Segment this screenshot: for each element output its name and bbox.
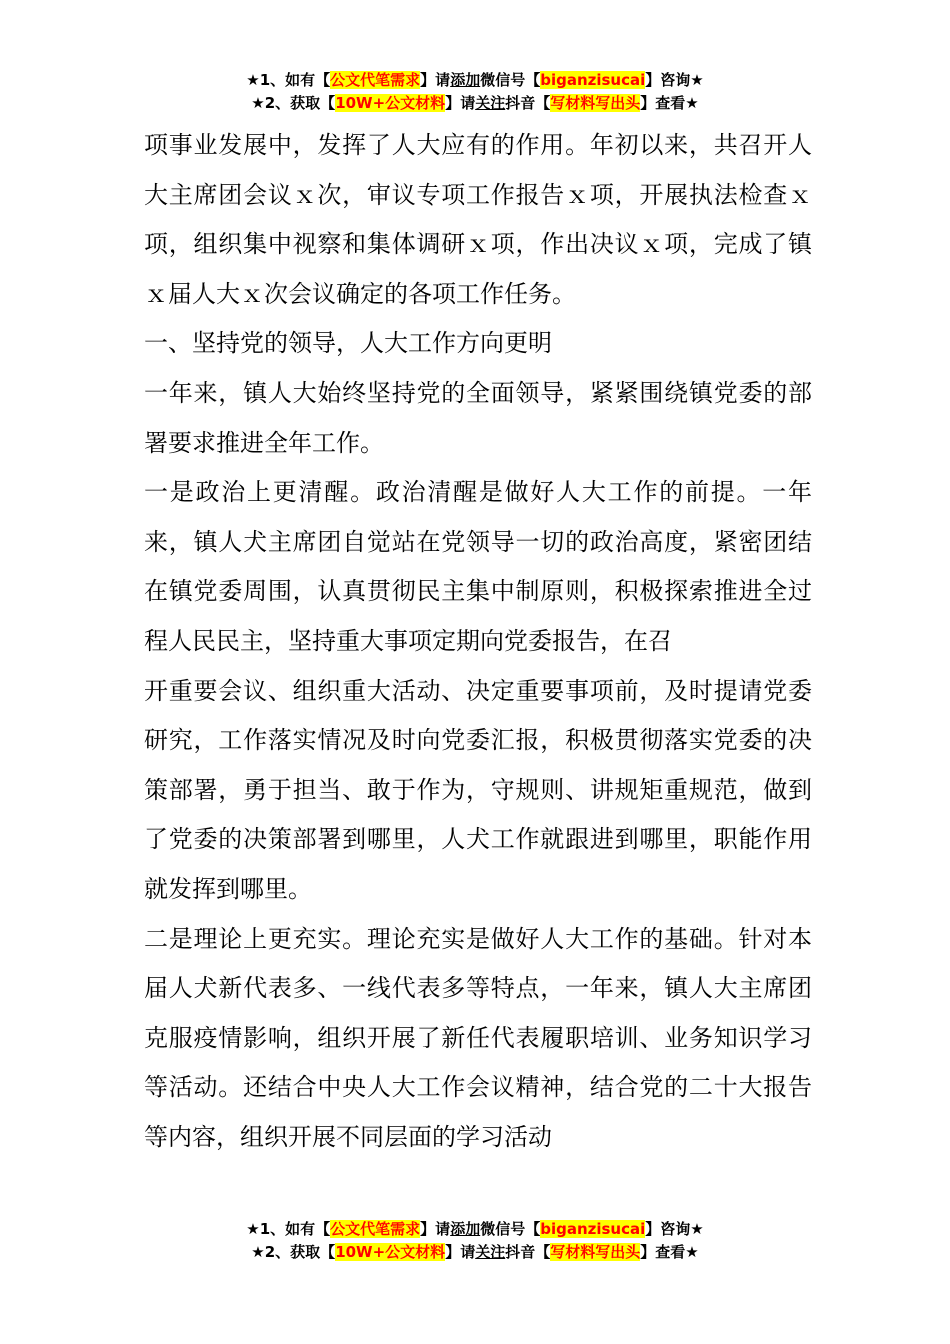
footer-line-2-highlight-douyin: 写材料写出头 [550, 1243, 641, 1261]
header-line-2-mid: 】请 [445, 94, 476, 112]
header-line-1-underline: 添加 [450, 71, 481, 89]
section-heading-1: 一、坚持党的领导，人大工作方向更明 [144, 329, 552, 358]
header-line-1-prefix: ★1、如有【 [246, 71, 331, 89]
footer-line-2-mid: 】请 [445, 1243, 476, 1261]
header-line-2 [0, 92, 950, 115]
header-line-1-suffix: 】咨询★ [645, 71, 704, 89]
footer-line-2-highlight-materials: 10W+公文材料 [335, 1243, 446, 1261]
paragraph-section-intro: 一年来，镇人大始终坚持党的全面领导，紧紧围绕镇党委的部署要求推进全年工作。 [144, 378, 812, 457]
header-line-2-prefix: ★2、获取【 [251, 94, 336, 112]
header-line-1-highlight-service: 公文代笔需求 [330, 71, 421, 89]
header-line-2-suffix: 】查看★ [640, 94, 699, 112]
header-line-1-highlight-wechat: biganzisucai [540, 71, 646, 89]
footer-banner [0, 1218, 950, 1264]
header-line-2-underline: 关注 [475, 94, 506, 112]
header-line-1-mid-2: 微信号【 [480, 71, 541, 89]
footer-line-2-suffix: 】查看★ [640, 1243, 699, 1261]
footer-line-1-prefix: ★1、如有【 [246, 1220, 331, 1238]
header-line-2-highlight-douyin: 写材料写出头 [550, 94, 641, 112]
header-line-2-highlight-materials: 10W+公文材料 [335, 94, 446, 112]
header-banner [0, 69, 950, 115]
footer-line-1 [0, 1218, 950, 1241]
document-body [144, 121, 812, 1162]
header-line-1 [0, 69, 950, 92]
footer-line-1-suffix: 】咨询★ [645, 1220, 704, 1238]
header-line-1-mid: 】请 [420, 71, 451, 89]
footer-line-1-underline: 添加 [450, 1220, 481, 1238]
footer-line-1-mid-2: 微信号【 [480, 1220, 541, 1238]
footer-line-1-mid: 】请 [420, 1220, 451, 1238]
paragraph-political-continued: 开重要会议、组织重大活动、决定重要事项前，及时提请党委研究，工作落实情况及时向党委汇报，积极贯彻落实党委的决策部署，勇于担当、敢于作为，守规则、讲规矩重规范，做到了党委的决策部署到哪里，人犬工作就跟进到哪里，职能作用就发挥到哪里。 [144, 676, 812, 903]
paragraph-intro-continued: 项事业发展中，发挥了人大应有的作用。年初以来，共召开人大主席团会议ｘ次，审议专项工作报告ｘ项，开展执法检查ｘ项，组织集中视察和集体调研ｘ项，作出决议ｘ项，完成了镇ｘ届人大ｘ次会议确定的各项工作任务。 [144, 131, 812, 308]
footer-line-2-prefix: ★2、获取【 [251, 1243, 336, 1261]
footer-line-1-highlight-service: 公文代笔需求 [330, 1220, 421, 1238]
footer-line-2 [0, 1241, 950, 1264]
paragraph-political: 一是政治上更清醒。政治清醒是做好人大工作的前提。一年来，镇人犬主席团自觉站在党领导一切的政治高度，紧密团结在镇党委周围，认真贯彻民主集中制原则，积极探索推进全过程人民民主，坚持重大事项定期向党委报告，在召 [144, 478, 812, 655]
footer-line-1-highlight-wechat: biganzisucai [540, 1220, 646, 1238]
header-line-2-mid-2: 抖音【 [505, 94, 551, 112]
footer-line-2-mid-2: 抖音【 [505, 1243, 551, 1261]
paragraph-theory: 二是理论上更充实。理论充实是做好人大工作的基础。针对本届人犬新代表多、一线代表多等特点，一年来，镇人大主席团克服疫情影响，组织开展了新任代表履职培训、业务知识学习等活动。还结合中央人大工作会议精神，结合党的二十大报告等内容，组织开展不同层面的学习活动 [144, 924, 812, 1151]
footer-line-2-underline: 关注 [475, 1243, 506, 1261]
